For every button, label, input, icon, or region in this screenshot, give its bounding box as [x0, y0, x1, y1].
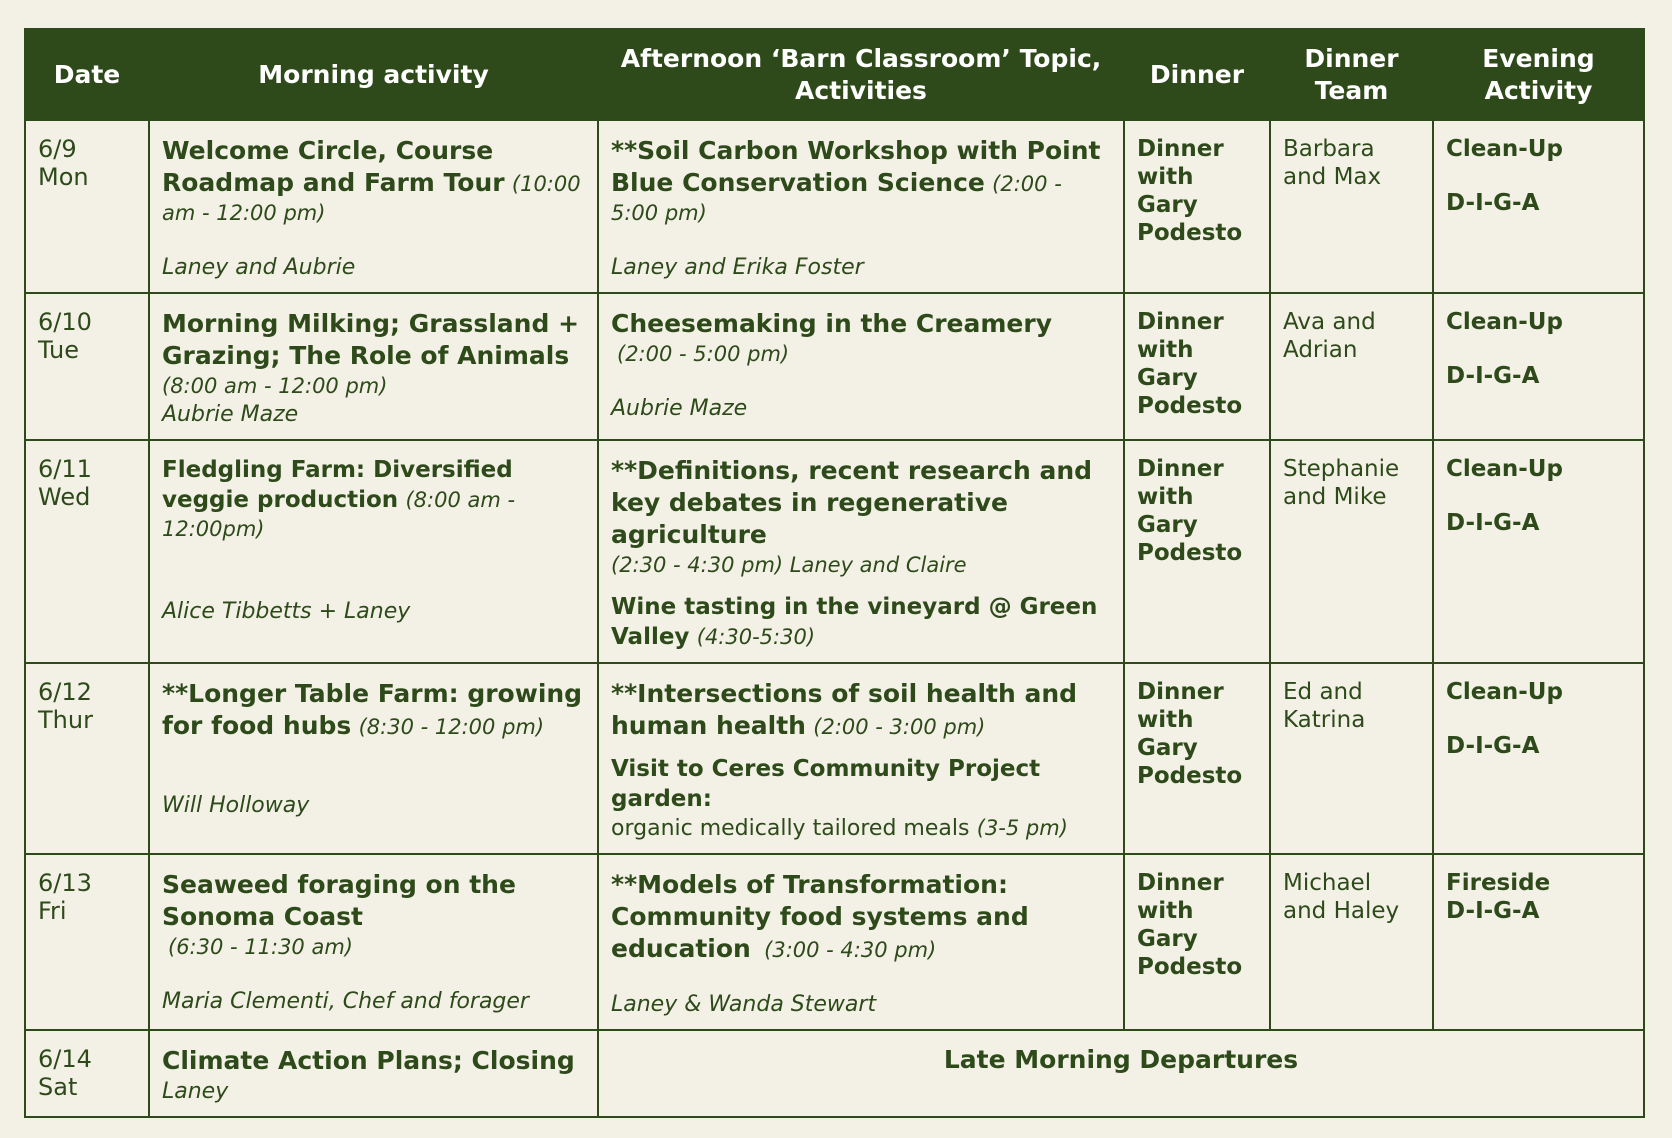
- date-value: 6/9: [38, 135, 77, 163]
- header-dinner-team: [1270, 29, 1433, 120]
- morning-title: Climate Action Plans; Closing: [162, 1046, 575, 1075]
- afternoon-cell: [598, 663, 1124, 854]
- dinner-team-cell: Michael and Haley: [1270, 854, 1433, 1030]
- morning-title: Morning Milking; Grassland + Grazing; The Role of Animals: [162, 309, 580, 370]
- dinner-team-cell: Ed and Katrina: [1270, 663, 1433, 854]
- evening-cell: [1433, 854, 1644, 1030]
- date-value: 6/11: [38, 455, 92, 483]
- table-row: [25, 440, 1644, 663]
- morning-title: **Longer Table Farm: growing for food hubs: [162, 679, 583, 740]
- afternoon-cell: [598, 120, 1124, 293]
- header-date: Date: [25, 29, 149, 120]
- departures-cell: Late Morning Departures: [598, 1030, 1644, 1117]
- header-morning: Morning activity: [149, 29, 598, 120]
- table-row: [25, 854, 1644, 1030]
- table-row: [25, 293, 1644, 440]
- day-value: Wed: [38, 483, 91, 511]
- afternoon-desc-2: organic medically tailored meals: [611, 816, 970, 841]
- morning-title: Fledgling Farm: Diversified veggie production: [162, 457, 513, 513]
- dinner-cell: Dinner with Gary Podesto: [1124, 120, 1270, 293]
- morning-time: (8:00 am - 12:00 pm): [162, 374, 388, 398]
- dinner-cell: Dinner with Gary Podesto: [1124, 440, 1270, 663]
- table-row: [25, 663, 1644, 854]
- dinner-team-cell: Stephanie and Mike: [1270, 440, 1433, 663]
- afternoon-title: **Intersections of soil health and human health: [611, 679, 1078, 740]
- afternoon-title: **Models of Transformation: Community food systems and education: [611, 870, 1029, 963]
- schedule-container: [24, 28, 1645, 1118]
- header-afternoon: [598, 29, 1124, 120]
- date-cell: [25, 1030, 149, 1117]
- afternoon-time: (2:00 - 3:00 pm): [813, 715, 986, 739]
- morning-time: (8:30 - 12:00 pm): [358, 715, 545, 739]
- date-cell: [25, 120, 149, 293]
- header-team-line2: Team: [1314, 75, 1389, 105]
- afternoon-time: (2:00 - 5:00 pm): [617, 342, 790, 366]
- afternoon-title-2: Visit to Ceres Community Project garden:: [611, 756, 1041, 812]
- evening-activity-1: Fireside: [1446, 870, 1551, 896]
- header-afternoon-line1: Afternoon ‘Barn Classroom’ Topic,: [620, 43, 1102, 73]
- date-cell: [25, 293, 149, 440]
- afternoon-leaders: Laney and Erika Foster: [611, 255, 864, 280]
- header-evening: [1433, 29, 1644, 120]
- afternoon-time: (3:00 - 4:30 pm): [764, 938, 937, 962]
- afternoon-cell: [598, 293, 1124, 440]
- morning-time: (6:30 - 11:30 am): [168, 935, 353, 959]
- morning-leaders: Will Holloway: [162, 793, 310, 818]
- afternoon-time: (2:00 - 5:00 pm): [611, 172, 1062, 225]
- evening-activity-2: D-I-G-A: [1446, 733, 1540, 759]
- header-row: [25, 29, 1644, 120]
- morning-cell: [149, 293, 598, 440]
- evening-cell: [1433, 440, 1644, 663]
- date-cell: [25, 663, 149, 854]
- afternoon-leaders: Aubrie Maze: [611, 396, 748, 421]
- date-value: 6/10: [38, 308, 92, 336]
- dinner-team-cell: Ava and Adrian: [1270, 293, 1433, 440]
- afternoon-title-2: Wine tasting in the vineyard @ Green Valley: [611, 594, 1098, 650]
- evening-activity-1: Clean-Up: [1446, 679, 1563, 705]
- evening-activity-2: D-I-G-A: [1446, 510, 1540, 536]
- header-evening-line1: Evening: [1482, 43, 1595, 73]
- morning-title: Welcome Circle, Course Roadmap and Farm Tour: [162, 136, 505, 197]
- morning-leaders: Laney and Aubrie: [162, 255, 356, 280]
- evening-cell: [1433, 293, 1644, 440]
- afternoon-leaders: Laney & Wanda Stewart: [611, 992, 877, 1017]
- evening-cell: [1433, 663, 1644, 854]
- dinner-cell: Dinner with Gary Podesto: [1124, 663, 1270, 854]
- morning-title: Seaweed foraging on the Sonoma Coast: [162, 870, 516, 931]
- day-value: Tue: [38, 336, 79, 364]
- evening-activity-1: Clean-Up: [1446, 456, 1563, 482]
- schedule-table: [24, 28, 1645, 1118]
- date-value: 6/13: [38, 869, 92, 897]
- table-body: [25, 120, 1644, 1117]
- evening-cell: [1433, 120, 1644, 293]
- morning-leaders: Aubrie Maze: [162, 402, 299, 427]
- afternoon-title: Cheesemaking in the Creamery: [611, 309, 1053, 338]
- dinner-cell: Dinner with Gary Podesto: [1124, 854, 1270, 1030]
- evening-activity-2: D-I-G-A: [1446, 190, 1540, 216]
- day-value: Sat: [38, 1073, 78, 1101]
- table-header: [25, 29, 1644, 120]
- morning-leaders: Alice Tibbetts + Laney: [162, 599, 411, 624]
- afternoon-title: **Soil Carbon Workshop with Point Blue Conservation Science: [611, 136, 1101, 197]
- evening-activity-2: D-I-G-A: [1446, 898, 1540, 924]
- afternoon-time: (2:30 - 4:30 pm) Laney and Claire: [611, 553, 967, 577]
- date-value: 6/14: [38, 1045, 92, 1073]
- morning-leaders: Maria Clementi, Chef and forager: [162, 989, 529, 1014]
- morning-time: (10:00 am - 12:00 pm): [162, 172, 581, 225]
- date-value: 6/12: [38, 678, 92, 706]
- day-value: Thur: [38, 706, 93, 734]
- day-value: Mon: [38, 163, 89, 191]
- morning-cell: [149, 120, 598, 293]
- afternoon-cell: [598, 854, 1124, 1030]
- afternoon-time-2: (3-5 pm): [976, 816, 1068, 840]
- header-team-line1: Dinner: [1304, 43, 1399, 73]
- header-dinner: Dinner: [1124, 29, 1270, 120]
- table-row: [25, 120, 1644, 293]
- evening-activity-1: Clean-Up: [1446, 136, 1563, 162]
- table-row: [25, 1030, 1644, 1117]
- evening-activity-2: D-I-G-A: [1446, 363, 1540, 389]
- morning-cell: [149, 440, 598, 663]
- header-evening-line2: Activity: [1484, 75, 1593, 105]
- afternoon-cell: [598, 440, 1124, 663]
- afternoon-title: **Definitions, recent research and key debates in regenerative agriculture: [611, 456, 1093, 549]
- morning-cell: [149, 854, 598, 1030]
- morning-cell: [149, 1030, 598, 1117]
- date-cell: [25, 854, 149, 1030]
- date-cell: [25, 440, 149, 663]
- morning-leaders: Laney: [162, 1079, 229, 1104]
- dinner-team-cell: Barbara and Max: [1270, 120, 1433, 293]
- header-afternoon-line2: Activities: [795, 75, 927, 105]
- dinner-cell: Dinner with Gary Podesto: [1124, 293, 1270, 440]
- morning-time: (8:00 am - 12:00pm): [162, 488, 516, 541]
- day-value: Fri: [38, 897, 67, 925]
- morning-cell: [149, 663, 598, 854]
- evening-activity-1: Clean-Up: [1446, 309, 1563, 335]
- afternoon-time-2: (4:30-5:30): [696, 625, 816, 649]
